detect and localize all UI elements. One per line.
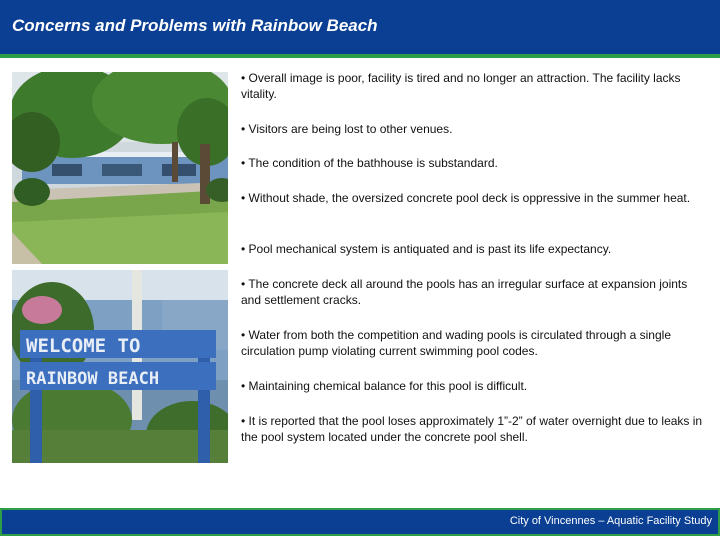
rainbow-beach-sign-photo [12,270,228,463]
list-item: • Maintaining chemical balance for this pool is difficult. [241,379,528,393]
footer-inner [2,510,718,534]
list-item: • Pool mechanical system is antiquated and is past its life expectancy. [241,242,612,256]
sign-line-2: RAINBOW BEACH [26,369,160,389]
concerns-list [241,70,703,447]
list-item: • The condition of the bathhouse is substandard. [241,156,498,170]
footer-bar [0,508,720,536]
list-item: • Overall image is poor, facility is tired and no longer an attraction. The facility lacks vitality. [241,71,681,101]
list-item: • Visitors are being lost to other venues. [241,122,453,136]
title-bar [0,0,720,54]
footer-text: City of Vincennes – Aquatic Facility Study [509,515,712,527]
list-item: • Water from both the competition and wading pools is circulated through a single circulation pump violating current swimming pool codes. [241,328,671,358]
title-accent-rule [0,54,720,58]
list-item: • Without shade, the oversized concrete pool deck is oppressive in the summer heat. [241,191,691,205]
slide-title: Concerns and Problems with Rainbow Beach [12,16,378,35]
sign-line-1: WELCOME TO [26,335,141,357]
bathhouse-photo [12,72,228,264]
list-item: • It is reported that the pool loses approximately 1”-2” of water overnight due to leaks in the pool system located under the concrete pool shell. [241,414,703,444]
list-item: • The concrete deck all around the pools has an irregular surface at expansion joints and settlement cracks. [241,277,688,307]
